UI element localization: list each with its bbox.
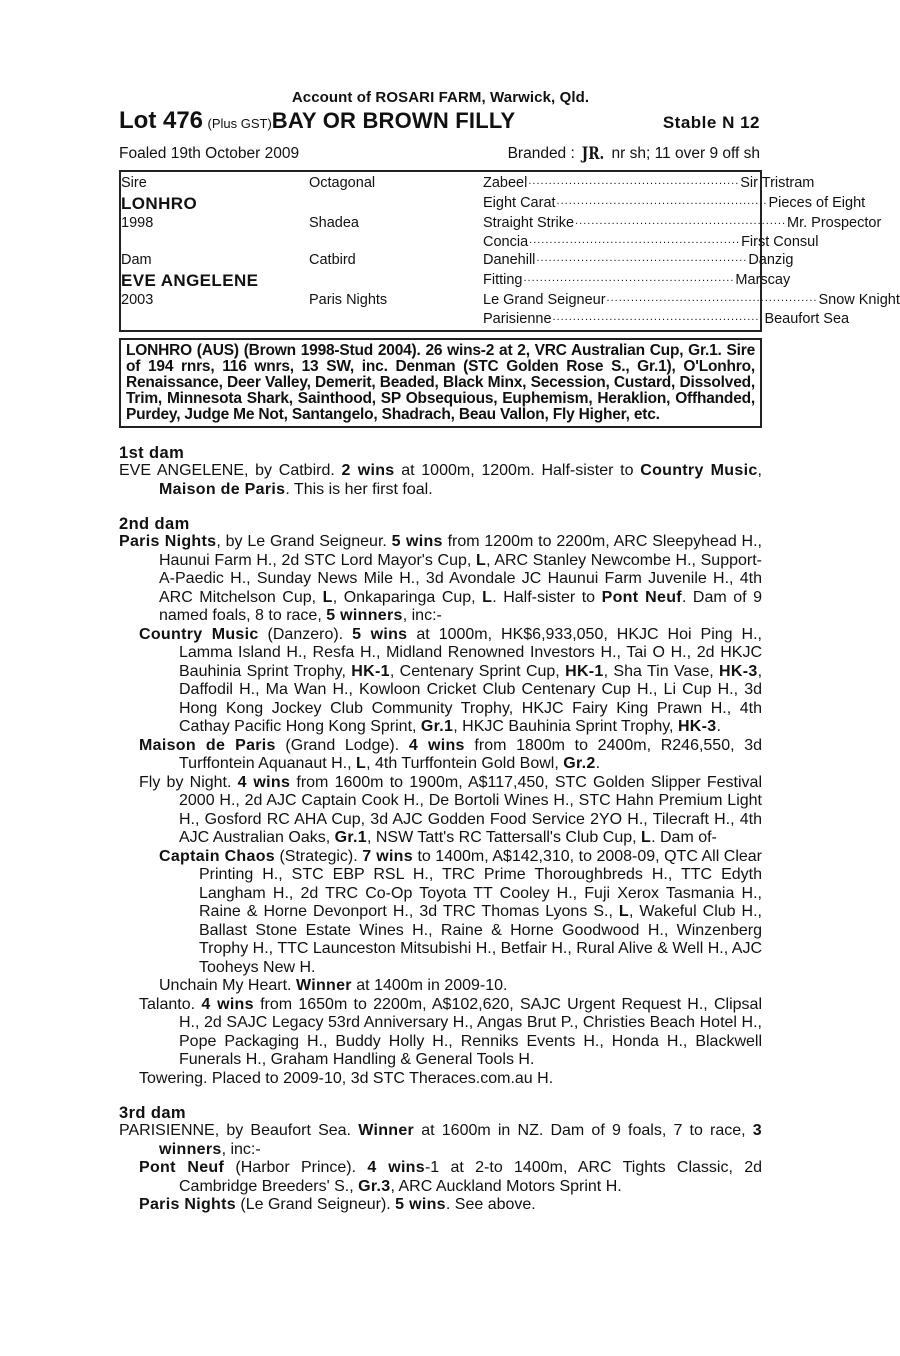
entry-bold: Winner (295, 977, 352, 994)
dam-entry-parisienne (119, 1122, 762, 1159)
dam-entry (119, 462, 762, 499)
entry-bold: L (322, 588, 333, 606)
entry-text: from 1800m to 2400m, R246,550, 3d Turffontein Aquanaut H., (179, 736, 763, 772)
entry-bold: HK-3 (719, 662, 758, 680)
entry-bold: L (618, 903, 629, 920)
entry-bold: L (356, 755, 367, 772)
entry-text: at 1000m, HK$6,933,050, HKJC Hoi Ping H., Lamma Island H., Resfa H., Midland Renowned Investors H., Tai O H., 2d HKJC Bauhinia Sprint Trophy, (179, 625, 762, 680)
sire-year: 1998 (121, 215, 154, 231)
entry-bold: 2 wins (341, 462, 395, 479)
entry-bold: Gr.2 (563, 755, 596, 772)
entry-text: at 1600m in NZ. Dam of 9 foals, 7 to race, (414, 1122, 753, 1139)
lot-header (119, 108, 762, 134)
entry-text: (Grand Lodge). (275, 736, 409, 754)
ggp-leader: .................................................... (552, 311, 764, 323)
ggp-name: Parisienne (483, 311, 552, 327)
dam-sire: Catbird (309, 252, 356, 268)
entry-text: , Centenary Sprint Cup, (389, 662, 566, 680)
ggp-sire: Pieces of Eight (768, 195, 866, 211)
lot-number: Lot 476 (119, 107, 204, 134)
ggp-name: Eight Carat (483, 195, 556, 211)
sire-name: LONHRO (121, 194, 198, 213)
foaled-date: Foaled 19th October 2009 (119, 145, 300, 162)
entry-bold: 5 wins (395, 1196, 446, 1213)
entry-text: , ARC Stanley Newcombe H., Support-A-Paedic H., Sunday News Mile H., 3d Avondale JC Haunui Farm Juvenile H., 4th ARC Mitchelson Cup, (159, 551, 763, 606)
first-dam-section (119, 444, 762, 499)
entry-bold: Pont Neuf (601, 588, 682, 606)
section-heading: 2nd dam (119, 515, 190, 533)
entry-bold: Maison de Paris (159, 480, 286, 498)
stable-label: Stable N 12 (662, 113, 760, 132)
ggp-row (483, 292, 900, 308)
entry-bold: Gr.1 (334, 829, 367, 846)
entry-text: , 4th Turffontein Gold Bowl, (366, 755, 564, 772)
entry-text: to 1400m, A$142,310, to 2008-09, QTC All Clear Printing H., STC EBP RSL H., TRC Prime Thoroughbreds H., TTC Edyth Langham H., 2d TRC Co-Op Toyota TT Cooley H., Fuji Xerox Tasmania H., Raine & Horne Devonport H., 3d TRC Thomas Lyons S., (199, 847, 762, 920)
entry-text: . Half-sister to (492, 588, 602, 606)
branded-label: Branded : (507, 145, 575, 162)
ggp-row (483, 234, 819, 250)
ggp-row (483, 175, 815, 191)
sire-summary: LONHRO (AUS) (Brown 1998-Stud 2004). 26 wins-2 at 2, VRC Australian Cup, Gr.1. Sire of 194 rnrs, 116 wnrs, 13 SW, inc. Denman (STC Golden Rose S., Gr.1), O'Lonhro, Renaissance, Deer Valley, Demerit, Beaded, Black Minx, Secession, Custard, Dissolved, Trim, Minnesota Shark, Sainthood, SP Obsequious, Euphemism, Heraklion, Offhanded, Purdey, Judge Me Not, Santangelo, Shadrach, Beau Vallon, Fly Higher, etc. (119, 338, 762, 428)
ggp-leader: .................................................... (606, 292, 818, 304)
progeny-entry-country-music (139, 626, 762, 737)
vendor-account: Account of ROSARI FARM, Warwick, Qld. (291, 89, 590, 106)
ggp-sire: Marscay (735, 272, 791, 288)
dam-entry-paris-nights (119, 533, 762, 626)
entry-text: , Sha Tin Vase, (603, 662, 720, 680)
entry-bold: 5 wins (391, 533, 443, 550)
entry-text: , Onkaparinga Cup, (332, 588, 483, 606)
entry-text: , NSW Tatt's RC Tattersall's Club Cup, (366, 829, 642, 846)
entry-bold: L (482, 588, 493, 606)
entry-bold: Pont Neuf (139, 1159, 225, 1176)
progeny-entry-maison-de-paris (139, 737, 762, 774)
entry-text: . See above. (445, 1196, 536, 1213)
entry-text: , ARC Auckland Motors Sprint H. (390, 1177, 622, 1195)
branded-info (508, 142, 760, 166)
ggp-leader: .................................................... (523, 272, 735, 284)
entry-bold: 5 wins (352, 625, 408, 643)
entry-text: -1 at 2-to 1400m, ARC Tights Classic, 2d Cambridge Breeders' S., (179, 1159, 762, 1195)
entry-text: . (716, 718, 721, 735)
ggp-sire: Mr. Prospector (787, 215, 882, 231)
progeny-entry-towering: Towering. Placed to 2009-10, 3d STC Theraces.com.au H. (139, 1069, 554, 1087)
entry-bold: Captain Chaos (159, 847, 275, 865)
dam-year: 2003 (121, 292, 154, 308)
entry-bold: 4 wins (201, 995, 254, 1013)
ggp-name: Zabeel (483, 175, 528, 191)
entry-text: Talanto. (139, 995, 202, 1013)
entry-text: , inc:- (402, 607, 442, 624)
sire-label: Sire (121, 175, 147, 191)
entry-bold: Winner (358, 1122, 415, 1139)
ggp-name: Fitting (483, 272, 523, 288)
third-dam-section (119, 1104, 762, 1215)
progeny-entry-unchain-my-heart (159, 977, 762, 996)
ggp-leader: .................................................... (529, 234, 741, 246)
entry-text: at 1000m, 1200m. Half-sister to (394, 462, 641, 479)
entry-bold: L (476, 551, 487, 569)
ggp-name: Straight Strike (483, 215, 575, 231)
ggp-row (483, 215, 882, 231)
entry-text: , by Le Grand Seigneur. (216, 533, 392, 550)
entry-text: from 1600m to 1900m, A$117,450, STC Golden Slipper Festival 2000 H., 2d AJC Captain Cook H., De Bortoli Wines H., STC Hahn Premium Light H., Gosford RC AHA Cup, 3d AJC Godden Food Service 2YO H., Tilecraft H., 4th AJC Australian Oaks, (179, 773, 763, 846)
entry-bold: Paris Nights (119, 533, 217, 550)
ggp-row (483, 252, 794, 268)
ggp-leader: .................................................... (528, 175, 740, 187)
ggp-sire: Beaufort Sea (764, 311, 850, 327)
entry-text: . Dam of 9 named foals, 8 to race, (159, 588, 762, 624)
foaled-line (119, 142, 762, 166)
entry-text: , HKJC Bauhinia Sprint Trophy, (453, 718, 678, 735)
ggp-leader: .................................................... (536, 252, 748, 264)
entry-bold: 5 winners (326, 607, 403, 624)
dam-label: Dam (121, 252, 152, 268)
catalogue-page (119, 88, 900, 1215)
progeny-entry-captain-chaos (159, 848, 762, 978)
section-heading: 3rd dam (119, 1104, 186, 1122)
ggp-name: Danehill (483, 252, 536, 268)
entry-text: from 1200m to 2200m, ARC Sleepyhead H., Haunui Farm H., 2d STC Lord Mayor's Cup, (159, 533, 762, 569)
brand-mark-icon: JR. (581, 144, 605, 164)
entry-bold: Country Music (139, 625, 259, 643)
ggp-sire: Danzig (748, 252, 794, 268)
ggp-leader: .................................................... (575, 215, 786, 227)
entry-bold: 4 wins (408, 736, 465, 754)
entry-text: from 1650m to 2200m, A$102,620, SAJC Urgent Request H., Clipsal H., 2d SAJC Legacy 53rd Anniversary H., Angas Brut P., Christies Beach Hotel H., Pope Packaging H., Buddy Holly H., Renniks Events H., Honda H., Blackwell Funerals H., Graham Handling & General Tools H. (179, 995, 763, 1068)
dam-name: EVE ANGELENE (121, 271, 259, 290)
branded-detail: nr sh; 11 over 9 off sh (611, 145, 760, 162)
ggp-sire: First Consul (741, 234, 819, 250)
ggp-sire: Sir Tristram (740, 175, 815, 191)
entry-text: (Danzero). (258, 625, 353, 643)
ggp-sire: Snow Knight (818, 292, 900, 308)
entry-text: . (595, 755, 601, 772)
progeny-entry-fly-by-night (139, 774, 762, 848)
ggp-name: Concia (483, 234, 529, 250)
entry-text: at 1400m in 2009-10. (351, 977, 508, 994)
ggp-row (483, 311, 850, 327)
ggp-row (483, 195, 866, 211)
entry-text: , Wakeful Club H., Ballast Stone Estate Wines H., Raine & Horne Goodwood H., Winzenberg Trophy H., TTC Launceston Mitsubishi H., Betfair H., Rural Alive & Well H., AJC Tooheys New H. (199, 903, 762, 976)
ggp-leader: .................................................... (556, 195, 768, 207)
entry-text: Unchain My Heart. (159, 977, 296, 994)
entry-bold: 4 wins (367, 1159, 425, 1176)
entry-text: (Strategic). (274, 847, 363, 865)
sire-dam: Shadea (309, 215, 359, 231)
entry-text: (Le Grand Seigneur). (235, 1196, 396, 1213)
entry-bold: HK-1 (565, 662, 604, 680)
entry-bold: L (641, 829, 652, 846)
entry-text: Fly by Night. (139, 773, 238, 791)
dam-dam: Paris Nights (309, 292, 388, 308)
entry-bold: Country Music (640, 462, 758, 479)
entry-text: PARISIENNE, by Beaufort Sea. (119, 1122, 359, 1139)
section-heading: 1st dam (119, 444, 185, 462)
entry-bold: Maison de Paris (139, 736, 276, 754)
entry-bold: HK-3 (677, 718, 717, 735)
entry-bold: HK-1 (351, 662, 390, 680)
entry-bold: 3 winners (159, 1122, 762, 1158)
sire-sire: Octagonal (309, 175, 376, 191)
entry-text: , Daffodil H., Ma Wan H., Kowloon Cricket Club Centenary Cup H., Li Cup H., 3d Hong Kong Jockey Club Community Trophy, HKJC Fairy King Prawn H., 4th Cathay Pacific Hong Kong Sprint, (179, 662, 763, 735)
entry-text: , inc:- (221, 1140, 261, 1158)
ggp-row (483, 272, 791, 288)
entry-bold: 4 wins (237, 773, 291, 791)
pedigree-table (119, 170, 900, 332)
entry-text: EVE ANGELENE, by Catbird. (119, 462, 342, 479)
progeny-entry-paris-nights (139, 1196, 762, 1215)
entry-text: , (757, 462, 762, 479)
second-dam-section (119, 515, 762, 1088)
entry-bold: 7 wins (362, 847, 413, 865)
ggp-name: Le Grand Seigneur (483, 292, 606, 308)
entry-bold: Paris Nights (139, 1196, 236, 1213)
progeny-entry-talanto (139, 996, 762, 1070)
entry-text: (Harbor Prince). (224, 1159, 368, 1176)
entry-text: . This is her first foal. (285, 480, 433, 498)
progeny-entry-pont-neuf (139, 1159, 762, 1196)
plus-gst: (Plus GST) (207, 116, 272, 131)
entry-text: . Dam of- (651, 829, 717, 846)
entry-bold: Gr.1 (420, 718, 454, 735)
lot-title: BAY OR BROWN FILLY (271, 108, 516, 133)
entry-bold: Gr.3 (358, 1177, 391, 1195)
